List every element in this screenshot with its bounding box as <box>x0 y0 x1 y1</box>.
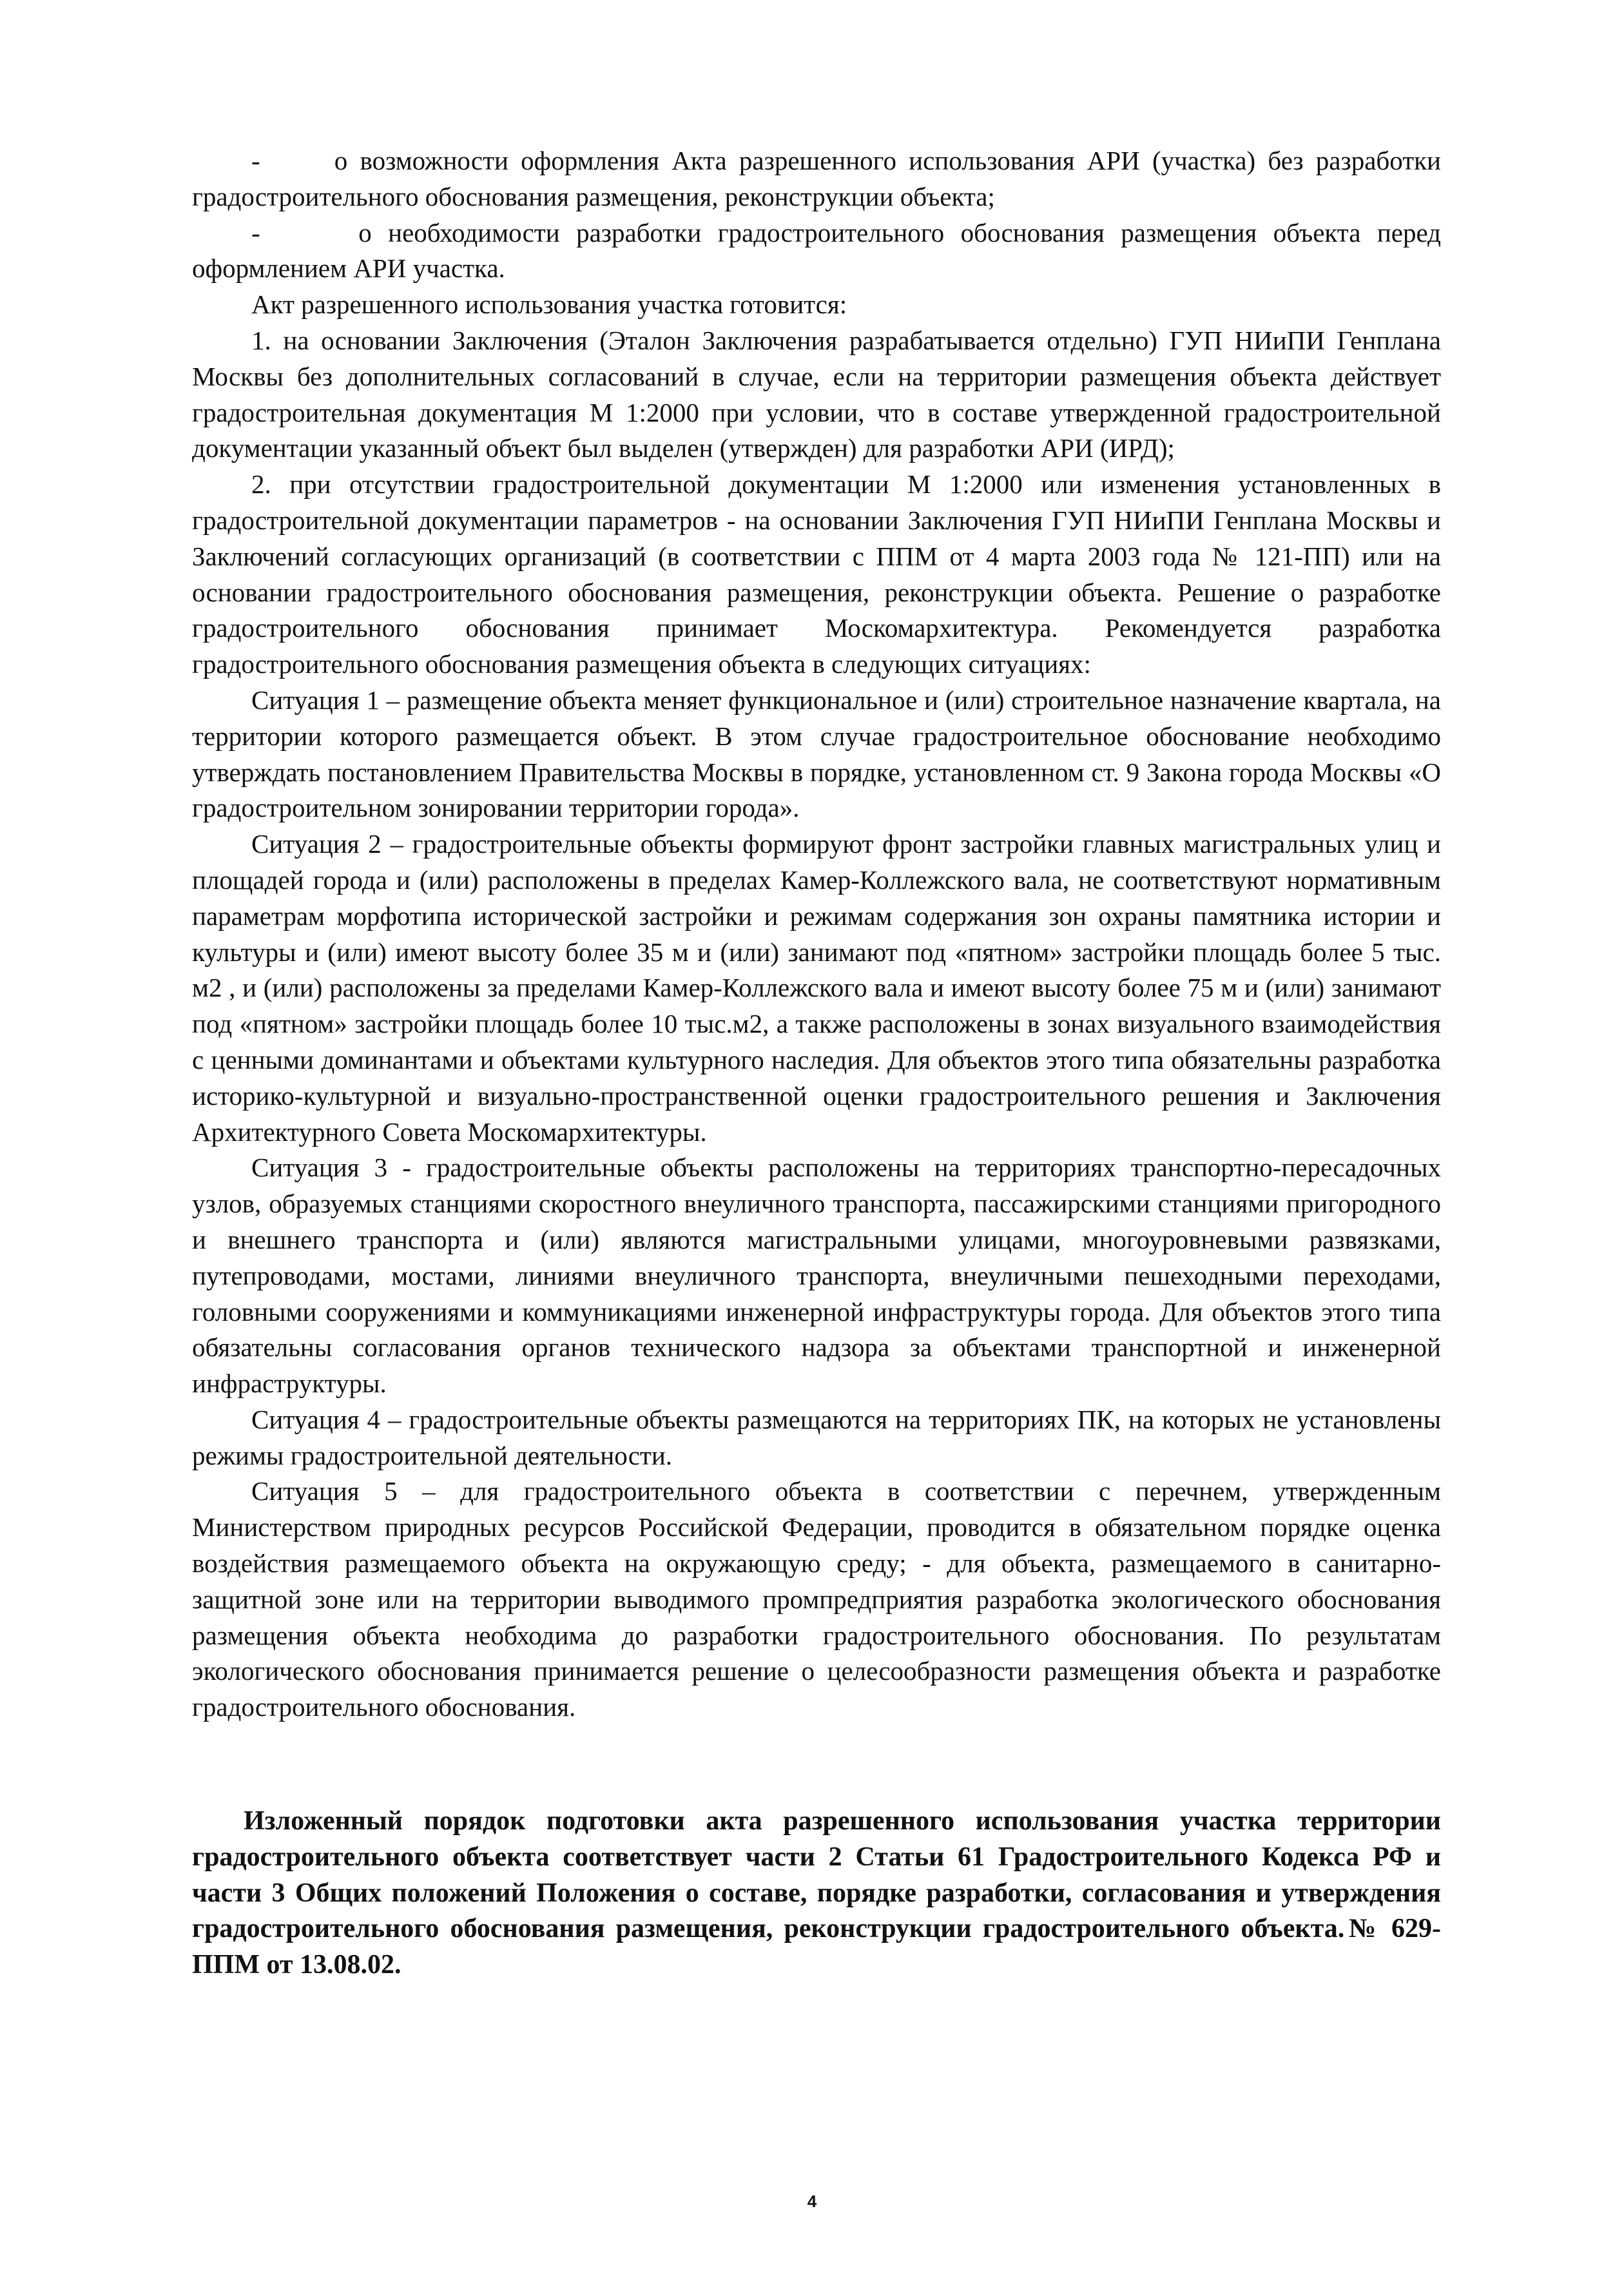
situation-1-paragraph: Ситуация 1 – размещение объекта меняет функциональное и (или) строительное назначение квартала, на территории которого размещается объект. В этом случае градостроительное обоснование необходимо утверждать постановлением Правительства Москвы в порядке, установленном ст. 9 Закона города Москвы «О градостроительном зонировании территории города». <box>192 685 1441 823</box>
situation-5-paragraph: Ситуация 5 – для градостроительного объекта в соответствии с перечнем, утвержденным Министерством природных ресурсов Российской Федерации, проводится в обязательном порядке оценка воздействия размещаемого объекта на окружающую среду; - для объекта, размещаемого в санитарно-защитной зоне или на территории выводимого промпредприятия разработка экологического обоснования размещения объекта необходима до разработки градостроительного обоснования. По результатам экологического обоснования принимается решение о целесообразности размещения объекта и разработке градостроительного обоснования. <box>192 1476 1441 1722</box>
document-body <box>192 143 1441 1726</box>
intro-paragraph: Акт разрешенного использования участка готовится: <box>251 289 847 320</box>
conclusion-paragraph: Изложенный порядок подготовки акта разрешенного использования участка территории градостроительного объекта соответствует части 2 Статьи 61 Градостроительного Кодекса РФ и части 3 Общих положений Положения о составе, порядке разработки, согласования и утверждения градостроительного обоснования размещения, реконструкции градостроительного объекта.№ 629-ППМ от 13.08.02. <box>192 1806 1441 1980</box>
situation-3-paragraph: Ситуация 3 - градостроительные объекты расположены на территориях транспортно-пересадочных узлов, образуемых станциями скоростного внеуличного транспорта, пассажирскими станциями пригородного и внешнего транспорта и (или) являются магистральными улицами, многоуровневыми развязками, путепроводами, мостами, линиями внеуличного транспорта, внеуличными пешеходными переходами, головными сооружениями и коммуникациями инженерной инфраструктуры города. Для объектов этого типа обязательны согласования органов технического надзора за объектами транспортной и инженерной инфраструктуры. <box>192 1153 1441 1399</box>
numbered-item-2: 2. при отсутствии градостроительной документации М 1:2000 или изменения установленных в градостроительной документации параметров - на основании Заключения ГУП НИиПИ Генплана Москвы и Заключений согласующих организаций (в соответствии с ППМ от 4 марта 2003 года № 121-ПП) или на основании градостроительного обоснования размещения, реконструкции объекта. Решение о разработке градостроительного обоснования принимает Москомархитектура. Рекомендуется разработка градостроительного обоснования размещения объекта в следующих ситуациях: <box>192 469 1441 679</box>
situation-4-paragraph: Ситуация 4 – градостроительные объекты размещаются на территориях ПК, на которых не установлены режимы градостроительной деятельности. <box>192 1404 1441 1470</box>
page-number: 4 <box>807 2192 817 2211</box>
numbered-item-1: 1. на основании Заключения (Эталон Заключения разрабатывается отдельно) ГУП НИиПИ Генплана Москвы без дополнительных согласований в случае, если на территории размещения объекта действует градостроительная документация М 1:2000 при условии, что в составе утвержденной градостроительной документации указанный объект был выделен (утвержден) для разработки АРИ (ИРД); <box>192 325 1441 463</box>
list-item-justification-need: - о необходимости разработки градостроительного обоснования размещения объекта перед оформлением АРИ участка. <box>192 217 1441 284</box>
conclusion-block <box>192 1804 1441 1983</box>
situation-2-paragraph: Ситуация 2 – градостроительные объекты формируют фронт застройки главных магистральных улиц и площадей города и (или) расположены в пределах Камер-Коллежского вала, не соответствуют нормативным параметрам морфотипа исторической застройки и режимам содержания зон охраны памятника истории и культуры и (или) имеют высоту более 35 м и (или) занимают под «пятном» застройки площадь более 5 тыс. м2 , и (или) расположены за пределами Камер-Коллежского вала и имеют высоту более 75 м и (или) занимают под «пятном» застройки площадь более 10 тыс.м2, а также расположены в зонах визуального взаимодействия с ценными доминантами и объектами культурного наследия. Для объектов этого типа обязательны разработка историко-культурной и визуально-пространственной оценки градостроительного решения и Заключения Архитектурного Совета Москомархитектуры. <box>192 829 1441 1147</box>
list-item-ari-possibility: - о возможности оформления Акта разрешенного использования АРИ (участка) без разработки градостроительного обоснования размещения, реконструкции объекта; <box>192 146 1441 211</box>
